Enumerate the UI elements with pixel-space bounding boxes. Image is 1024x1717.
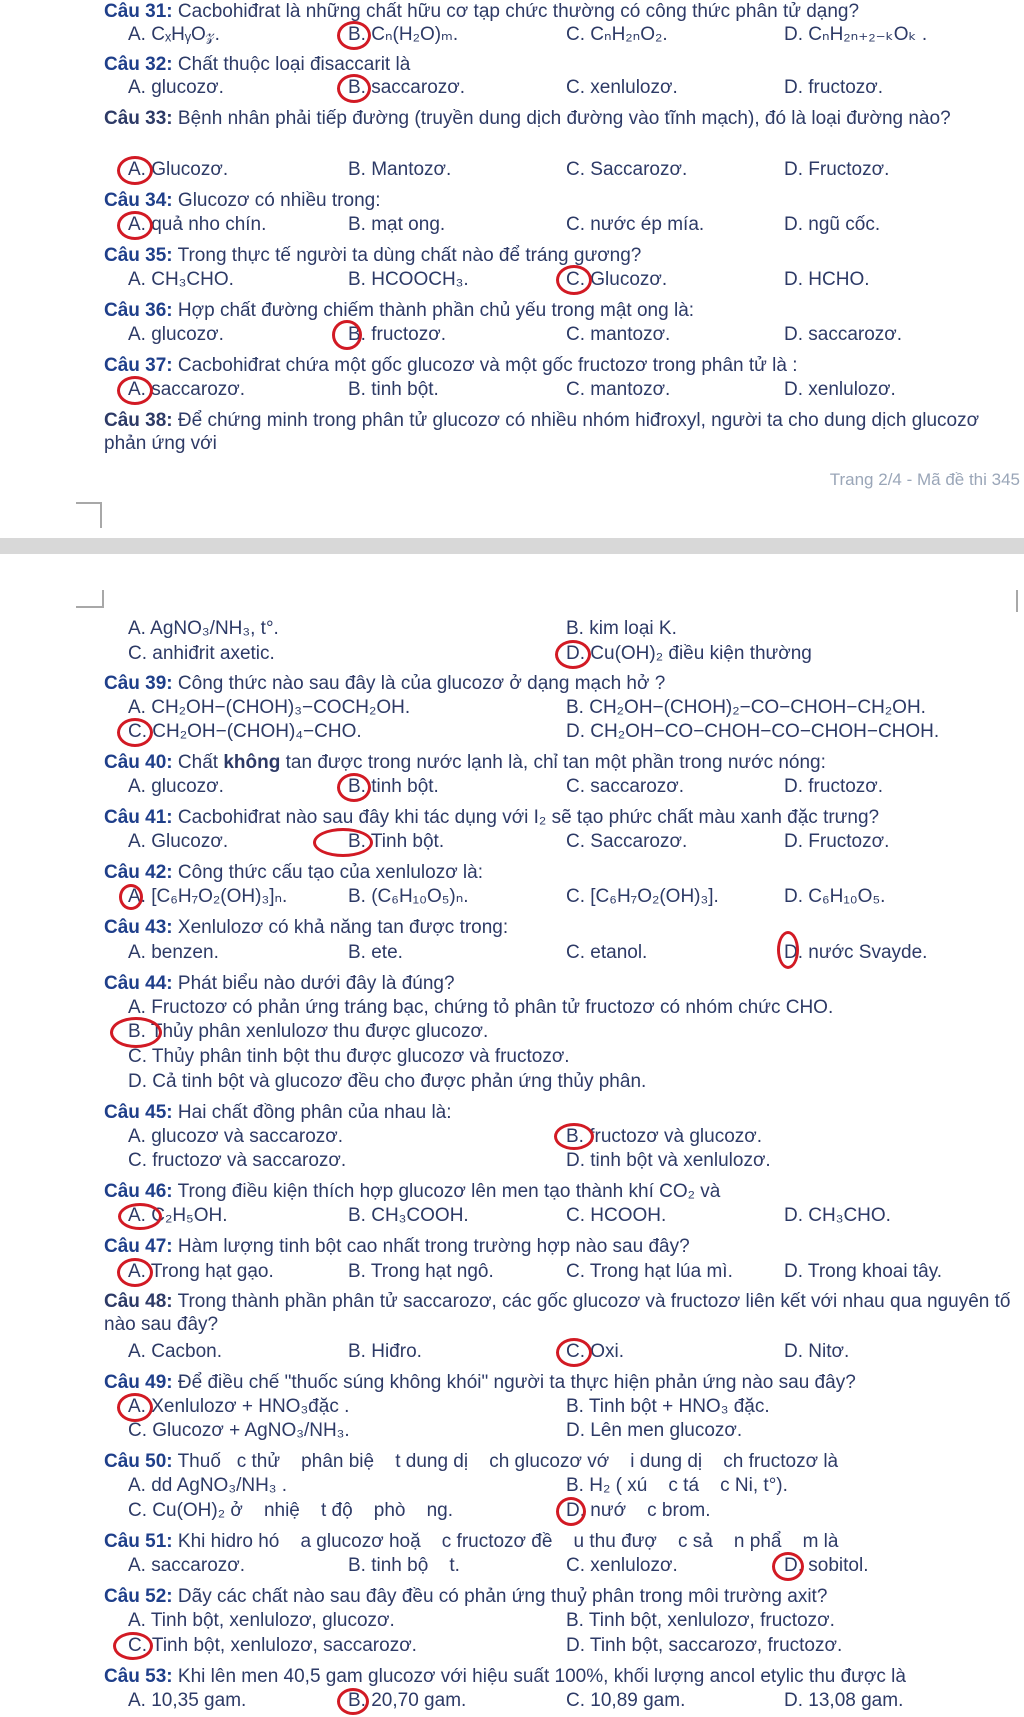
q49-option-a[interactable]: A. Xenlulozơ + HNO₃đặc . [128,1396,350,1417]
question-52: Câu 52: Dãy các chất nào sau đây đều có phản ứng thuỷ phân trong môi trường axit? [104,1586,828,1607]
question-33: Câu 33: Bệnh nhân phải tiếp đường (truyền dung dịch đường vào tĩnh mạch), đó là loại đường nào? [104,108,951,129]
q37-option-b[interactable]: B. tinh bột. [348,379,439,400]
q43-option-d[interactable]: D. nước Svayde. [784,942,928,963]
question-41: Câu 41: Cacbohiđrat nào sau đây khi tác dụng với I₂ sẽ tạo phức chất màu xanh đặc trưng? [104,807,880,828]
q42-option-c[interactable]: C. [C₆H₇O₂(OH)₃]. [566,886,719,907]
question-36: Câu 36: Hợp chất đường chiếm thành phần chủ yếu trong mật ong là: [104,300,695,321]
q50-option-c[interactable]: C. Cu(OH)₂ ở nhiệ t độ phò ng. [128,1500,454,1521]
page-corner-mark [76,502,102,528]
question-44: Câu 44: Phát biểu nào dưới đây là đúng? [104,973,455,994]
q39-option-c[interactable]: C. CH₂OH−(CHOH)₄−CHO. [128,721,362,742]
q33-option-d[interactable]: D. Fructozơ. [784,159,890,180]
question-31: Câu 31: Cacbohiđrat là những chất hữu cơ tạp chức thường có công thức phân tử dạng? [104,1,860,22]
q32-option-d[interactable]: D. fructozơ. [784,77,884,98]
q39-option-a[interactable]: A. CH₂OH−(CHOH)₃−COCH₂OH. [128,697,411,718]
q46-option-c[interactable]: C. HCOOH. [566,1205,667,1226]
question-40: Câu 40: Chất không tan được trong nước lạnh là, chỉ tan một phần trong nước nóng: [104,752,826,773]
q45-option-b[interactable]: B. fructozơ và glucozơ. [566,1126,762,1147]
question-39: Câu 39: Công thức nào sau đây là của glucozơ ở dạng mạch hở ? [104,673,666,694]
q38-option-a[interactable]: A. AgNO₃/NH₃, t°. [128,618,279,639]
q36-option-a[interactable]: A. glucozơ. [128,324,224,345]
q35-option-c[interactable]: C. Glucozơ. [566,269,668,290]
q49-option-c[interactable]: C. Glucozơ + AgNO₃/NH₃. [128,1420,350,1441]
q47-option-d[interactable]: D. Trong khoai tây. [784,1261,943,1282]
q42-option-b[interactable]: B. (C₆H₁₀O₅)ₙ. [348,886,469,907]
question-53: Câu 53: Khi lên men 40,5 gam glucozơ với hiệu suất 100%, khối lượng ancol etylic thu được là [104,1666,906,1687]
q39-option-d[interactable]: D. CH₂OH−CO−CHOH−CO−CHOH−CHOH. [566,721,940,742]
q36-option-b[interactable]: B. fructozơ. [348,324,446,345]
question-49: Câu 49: Để điều chế "thuốc súng không khói" người ta thực hiện phản ứng nào sau đây? [104,1372,856,1393]
q45-option-d[interactable]: D. tinh bột và xenlulozơ. [566,1150,771,1171]
q37-option-c[interactable]: C. mantozơ. [566,379,671,400]
q52-option-c[interactable]: C. Tinh bột, xenlulozơ, saccarozơ. [128,1635,417,1656]
q35-option-a[interactable]: A. CH₃CHO. [128,269,234,290]
q31-option-d[interactable]: D. CₙH₂ₙ₊₂₋ₖOₖ . [784,24,928,45]
q47-option-c[interactable]: C. Trong hạt lúa mì. [566,1261,733,1282]
q41-option-b[interactable]: B. Tinh bột. [348,831,445,852]
q53-option-a[interactable]: A. 10,35 gam. [128,1690,247,1711]
q51-option-c[interactable]: C. xenlulozơ. [566,1555,678,1576]
q44-option-c[interactable]: C. Thủy phân tinh bột thu được glucozơ và fructozơ. [128,1046,570,1067]
q51-option-d[interactable]: D. sobitol. [784,1555,869,1576]
q32-option-b[interactable]: B. saccarozơ. [348,77,465,98]
q43-option-a[interactable]: A. benzen. [128,942,219,963]
q38-option-b[interactable]: B. kim loại K. [566,618,677,639]
question-47: Câu 47: Hàm lượng tinh bột cao nhất trong trường hợp nào sau đây? [104,1236,690,1257]
q31-option-a[interactable]: A. CₓHᵧO𝓏. [128,24,220,45]
question-46: Câu 46: Trong điều kiện thích hợp glucozơ lên men tạo thành khí CO₂ và [104,1181,721,1202]
q50-option-b[interactable]: B. H₂ ( xú c tá c Ni, t°). [566,1475,788,1496]
q48-option-a[interactable]: A. Cacbon. [128,1341,222,1362]
q43-option-b[interactable]: B. ete. [348,942,403,963]
question-51: Câu 51: Khi hidro hó a glucozơ hoặ c fructozơ đề u thu đượ c sả n phẩ m là [104,1531,839,1552]
page-corner-mark [76,590,104,608]
q38-option-d[interactable]: D. Cu(OH)₂ điều kiện thường [566,643,812,664]
q40-option-d[interactable]: D. fructozơ. [784,776,884,797]
q51-option-a[interactable]: A. saccarozơ. [128,1555,245,1576]
q48-option-b[interactable]: B. Hiđro. [348,1341,422,1362]
q36-option-c[interactable]: C. mantozơ. [566,324,671,345]
page-corner-mark [1016,590,1024,612]
q39-option-b[interactable]: B. CH₂OH−(CHOH)₂−CO−CHOH−CH₂OH. [566,697,926,718]
q47-option-b[interactable]: B. Trong hạt ngô. [348,1261,494,1282]
q53-option-c[interactable]: C. 10,89 gam. [566,1690,686,1711]
q37-option-a[interactable]: A. saccarozơ. [128,379,245,400]
question-32: Câu 32: Chất thuộc loại đisaccarit là [104,54,411,75]
q47-option-a[interactable]: A. Trong hạt gạo. [128,1261,274,1282]
q41-option-d[interactable]: D. Fructozơ. [784,831,890,852]
q46-option-a[interactable]: A. C₂H₅OH. [128,1205,228,1226]
q38-option-c[interactable]: C. anhiđrit axetic. [128,643,275,664]
q43-option-c[interactable]: C. etanol. [566,942,648,963]
q42-option-d[interactable]: D. C₆H₁₀O₅. [784,886,886,907]
q40-option-a[interactable]: A. glucozơ. [128,776,224,797]
q45-option-c[interactable]: C. fructozơ và saccarozơ. [128,1150,347,1171]
q34-option-b[interactable]: B. mạt ong. [348,214,446,235]
question-35: Câu 35: Trong thực tế người ta dùng chất nào để tráng gương? [104,245,642,266]
q48-option-d[interactable]: D. Nitơ. [784,1341,850,1362]
page-footer: Trang 2/4 - Mã đề thi 345 [829,470,1020,489]
q52-option-a[interactable]: A. Tinh bột, xenlulozơ, glucozơ. [128,1610,395,1631]
q42-option-a[interactable]: A. [C₆H₇O₂(OH)₃]ₙ. [128,886,288,907]
question-37: Câu 37: Cacbohiđrat chứa một gốc glucozơ và một gốc fructozơ trong phân tử là : [104,355,798,376]
q33-option-a[interactable]: A. Glucozơ. [128,159,229,180]
question-42: Câu 42: Công thức cấu tạo của xenlulozơ là: [104,862,483,883]
question-50: Câu 50: Thuố c thử phân biệ t dung dị ch glucozơ vớ i dung dị ch fructozơ là [104,1451,839,1472]
q44-option-b[interactable]: B. Thủy phân xenlulozơ thu được glucozơ. [128,1021,489,1042]
q34-option-c[interactable]: C. nước ép mía. [566,214,705,235]
q48-option-c[interactable]: C. Oxi. [566,1341,625,1362]
q44-option-a[interactable]: A. Fructozơ có phản ứng tráng bạc, chứng tỏ phân tử fructozơ có nhóm chức CHO. [128,997,834,1018]
q32-option-c[interactable]: C. xenlulozơ. [566,77,678,98]
q51-option-b[interactable]: B. tinh bộ t. [348,1555,460,1576]
question-43: Câu 43: Xenlulozơ có khả năng tan được trong: [104,917,509,938]
q31-option-b[interactable]: B. Cₙ(H₂O)ₘ. [348,24,459,45]
q36-option-d[interactable]: D. saccarozơ. [784,324,903,345]
q49-option-b[interactable]: B. Tinh bột + HNO₃ đặc. [566,1396,770,1417]
q37-option-d[interactable]: D. xenlulozơ. [784,379,896,400]
q34-option-a[interactable]: A. quả nho chín. [128,214,267,235]
q33-option-b[interactable]: B. Mantozơ. [348,159,452,180]
q35-option-b[interactable]: B. HCOOCH₃. [348,269,469,290]
q35-option-d[interactable]: D. HCHO. [784,269,870,290]
q46-option-d[interactable]: D. CH₃CHO. [784,1205,891,1226]
question-48: Câu 48: Trong thành phần phân tử saccarozơ, các gốc glucozơ và fructozơ liên kết với nhau qua nguyên tố nào sau đây? [104,1291,1011,1335]
q49-option-d[interactable]: D. Lên men glucozơ. [566,1420,743,1441]
question-38: Câu 38: Để chứng minh trong phân tử glucozơ có nhiều nhóm hiđroxyl, người ta cho dung dịch glucozơ phản ứng với [104,410,980,454]
q32-option-a[interactable]: A. glucozơ. [128,77,224,98]
q41-option-c[interactable]: C. Saccarozơ. [566,831,688,852]
q31-option-c[interactable]: C. CₙH₂ₙO₂. [566,24,668,45]
q44-option-d[interactable]: D. Cả tinh bột và glucozơ đều cho được phản ứng thủy phân. [128,1071,647,1092]
q52-option-b[interactable]: B. Tinh bột, xenlulozơ, fructozơ. [566,1610,835,1631]
page-separator [0,538,1024,554]
q53-option-b[interactable]: B. 20,70 gam. [348,1690,467,1711]
q45-option-a[interactable]: A. glucozơ và saccarozơ. [128,1126,344,1147]
q52-option-d[interactable]: D. Tinh bột, saccarozơ, fructozơ. [566,1635,843,1656]
q41-option-a[interactable]: A. Glucozơ. [128,831,229,852]
q50-option-d[interactable]: D. nướ c brom. [566,1500,711,1521]
q50-option-a[interactable]: A. dd AgNO₃/NH₃ . [128,1475,288,1496]
q53-option-d[interactable]: D. 13,08 gam. [784,1690,904,1711]
question-45: Câu 45: Hai chất đồng phân của nhau là: [104,1102,452,1123]
q33-option-c[interactable]: C. Saccarozơ. [566,159,688,180]
question-34: Câu 34: Glucozơ có nhiều trong: [104,190,381,211]
q46-option-b[interactable]: B. CH₃COOH. [348,1205,469,1226]
q40-option-b[interactable]: B. tinh bột. [348,776,439,797]
q34-option-d[interactable]: D. ngũ cốc. [784,214,881,235]
q40-option-c[interactable]: C. saccarozơ. [566,776,685,797]
